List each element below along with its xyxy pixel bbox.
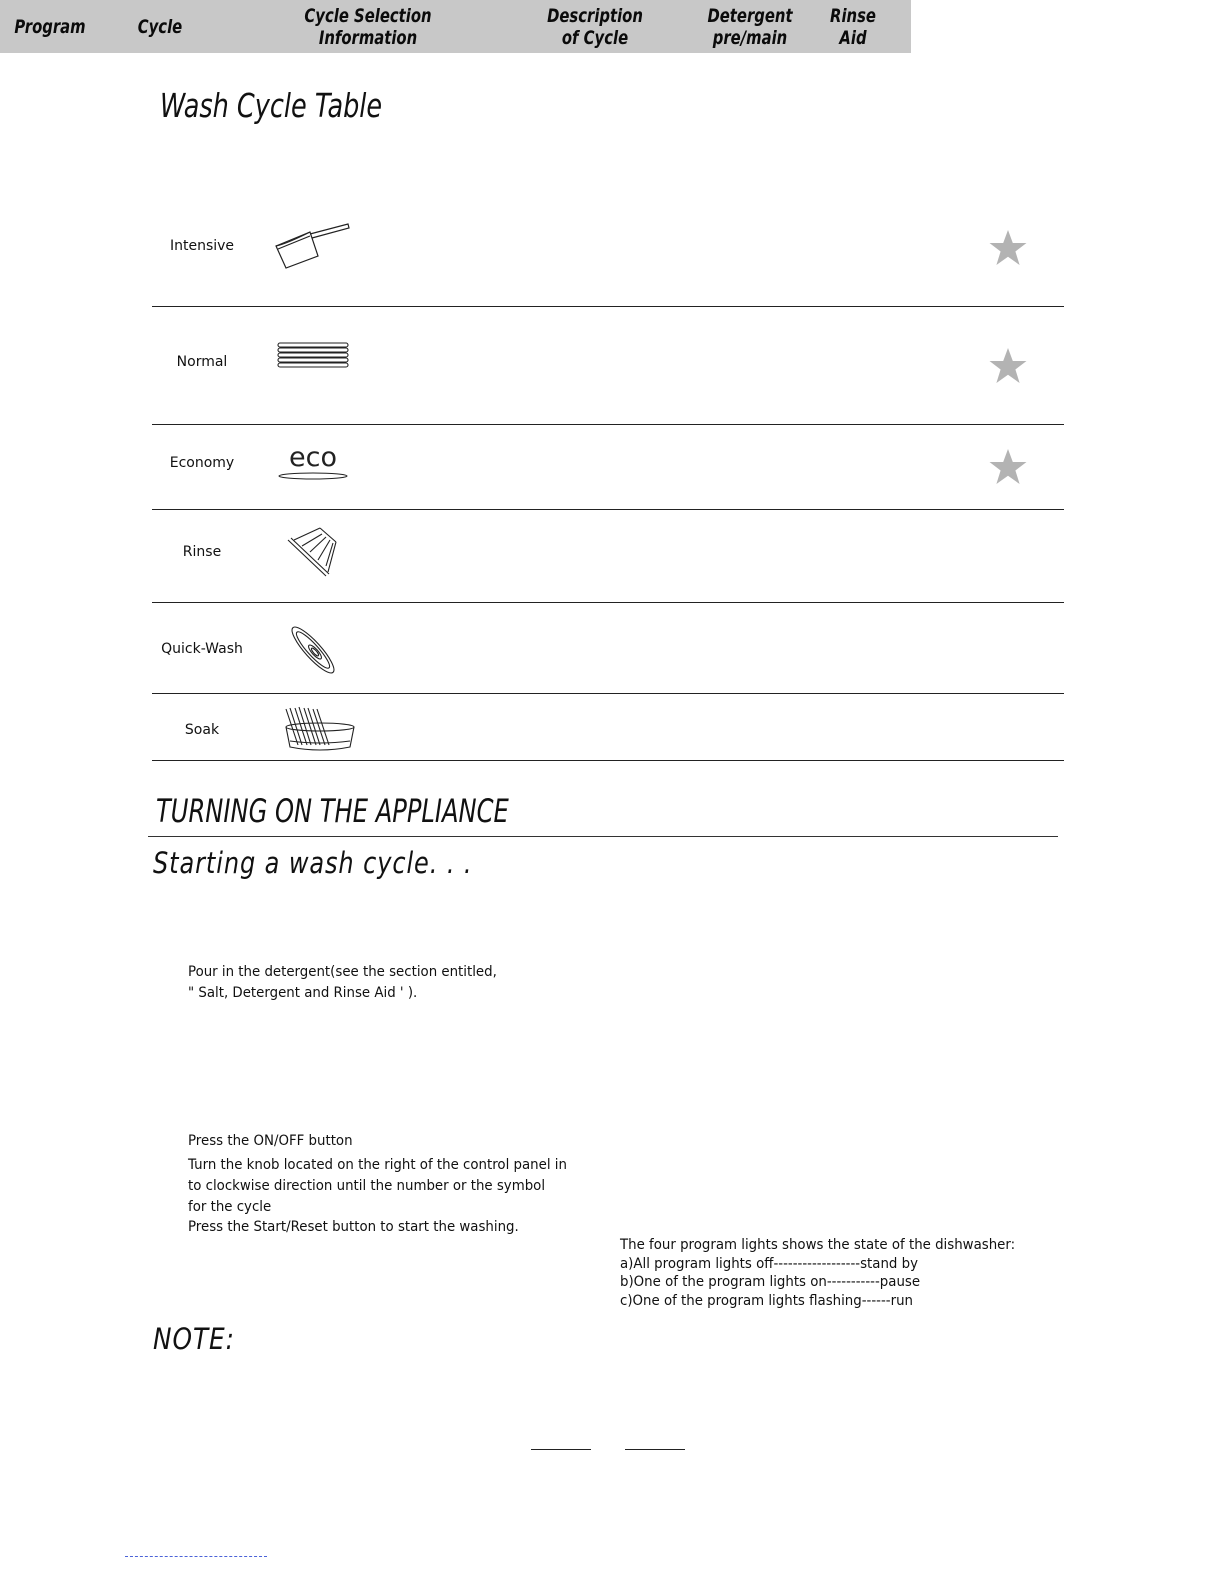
header-cycle-selection-line2: Information xyxy=(318,27,418,49)
program-label-intensive: Intensive xyxy=(169,238,235,254)
program-label-rinse: Rinse xyxy=(182,544,222,560)
step-turn-knob-line2: to clockwise direction until the number or the symbol xyxy=(188,1178,546,1194)
footer-rule-left xyxy=(531,1449,591,1450)
step-turn-knob-line1: Turn the knob located on the right of the control panel in xyxy=(188,1157,567,1173)
row-divider xyxy=(152,693,1064,694)
row-divider xyxy=(152,602,1064,603)
row-divider xyxy=(152,760,1064,761)
wash-cycle-table-title: Wash Cycle Table xyxy=(160,86,383,125)
row-divider xyxy=(152,509,1064,510)
header-rinse-aid-line2: Aid xyxy=(839,27,867,49)
header-detergent xyxy=(695,5,804,49)
header-description xyxy=(537,5,654,49)
program-lights-standby: a)All program lights off------------------stand by xyxy=(620,1255,918,1272)
program-lights-info xyxy=(620,1236,1015,1310)
detergent-instruction-line2: " Salt, Detergent and Rinse Aid ' ). xyxy=(188,985,418,1001)
section-divider xyxy=(148,836,1058,837)
star-icon xyxy=(988,447,1028,487)
row-divider xyxy=(152,424,1064,425)
header-detergent-line1: Detergent xyxy=(707,5,793,27)
program-label-soak: Soak xyxy=(184,722,220,738)
header-cycle-selection xyxy=(298,5,438,49)
step-turn-knob xyxy=(188,1155,567,1218)
detergent-instruction xyxy=(188,962,497,1004)
header-cycle: Cycle xyxy=(137,16,183,38)
header-description-line2: of Cycle xyxy=(561,27,629,49)
rinse-spray-icon xyxy=(284,526,340,578)
plate-stack-icon xyxy=(276,341,350,371)
eco-icon xyxy=(276,443,350,481)
eco-icon-text: eco xyxy=(289,442,337,473)
row-divider xyxy=(152,306,1064,307)
pot-icon xyxy=(272,222,354,274)
program-lights-run: c)One of the program lights flashing------run xyxy=(620,1292,914,1309)
header-detergent-line2: pre/main xyxy=(712,27,788,49)
header-cycle-selection-line1: Cycle Selection xyxy=(304,5,432,27)
detergent-instruction-line1: Pour in the detergent(see the section entitled, xyxy=(188,964,497,980)
step-turn-knob-line3: for the cycle xyxy=(188,1199,272,1215)
header-rinse-aid-line1: Rinse xyxy=(830,5,876,27)
step-press-on-off: Press the ON/OFF button xyxy=(188,1133,353,1149)
program-label-quick-wash: Quick-Wash xyxy=(161,641,243,657)
starting-wash-cycle-subtitle: Starting a wash cycle. . . xyxy=(153,846,473,880)
header-program: Program xyxy=(14,16,86,38)
header-rinse-aid xyxy=(826,5,881,49)
star-icon xyxy=(988,346,1028,386)
soak-dishes-icon xyxy=(282,705,358,753)
program-label-economy: Economy xyxy=(169,455,235,471)
quick-wash-plate-icon xyxy=(284,622,342,678)
program-lights-intro: The four program lights shows the state of the dishwasher: xyxy=(620,1237,1016,1253)
eco-plate-icon xyxy=(276,471,350,481)
turning-on-title: TURNING ON THE APPLIANCE xyxy=(156,792,509,830)
page-edge-dashed-mark xyxy=(125,1556,267,1557)
program-label-normal: Normal xyxy=(176,354,228,370)
star-icon xyxy=(988,228,1028,268)
program-lights-pause: b)One of the program lights on-----------pause xyxy=(620,1274,921,1290)
table-header xyxy=(0,0,911,53)
step-press-start-reset: Press the Start/Reset button to start the washing. xyxy=(188,1219,519,1235)
header-description-line1: Description xyxy=(547,5,643,27)
note-title: NOTE: xyxy=(153,1322,235,1356)
footer-rule-right xyxy=(625,1449,685,1450)
